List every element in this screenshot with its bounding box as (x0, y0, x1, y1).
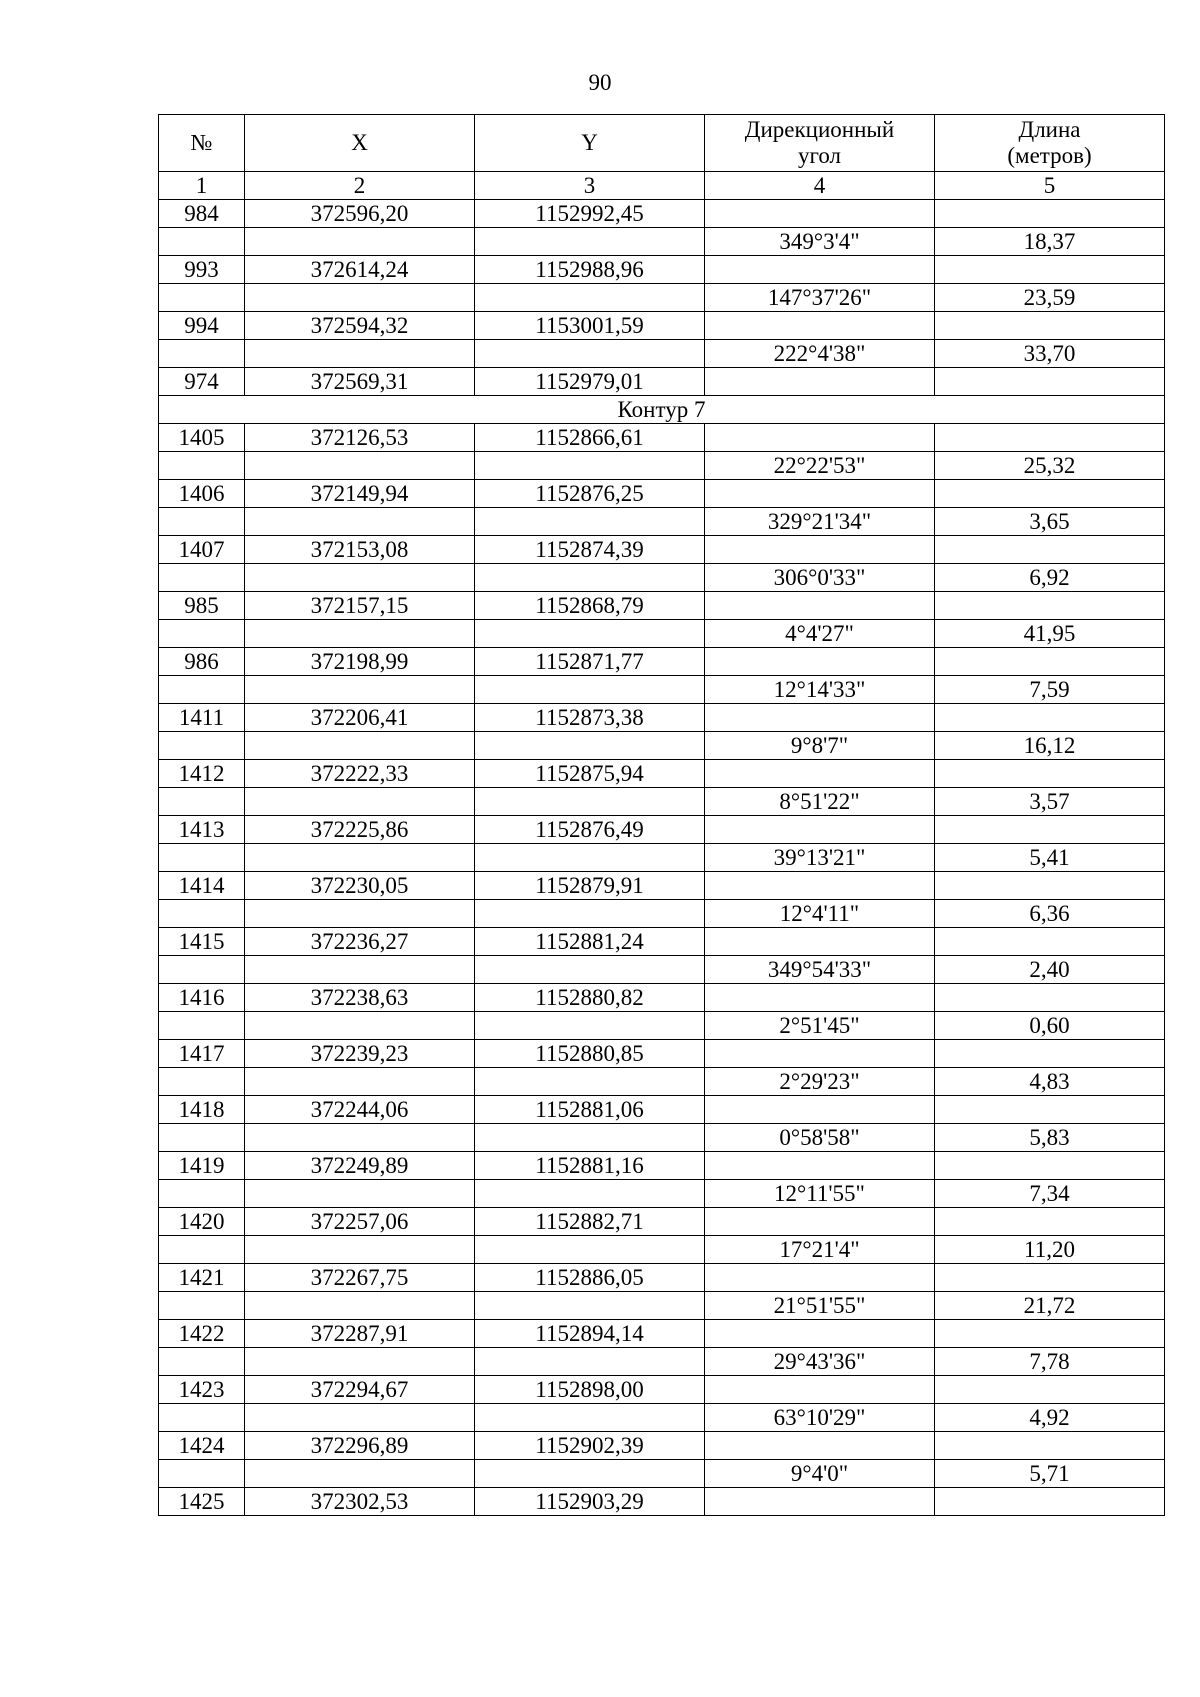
point-number-empty (159, 1012, 245, 1040)
segment-row (159, 564, 1165, 592)
directional-angle: 349°3'4" (705, 228, 935, 256)
length-cell-empty (935, 1264, 1165, 1292)
segment-row (159, 1124, 1165, 1152)
point-number: 1407 (159, 536, 245, 564)
point-number-empty (159, 1180, 245, 1208)
segment-length: 6,36 (935, 900, 1165, 928)
header-angle-line2: угол (797, 143, 842, 168)
directional-angle: 9°8'7" (705, 732, 935, 760)
point-row (159, 424, 1165, 452)
header-angle-line1: Дирекционный (744, 117, 895, 142)
segment-length: 5,83 (935, 1124, 1165, 1152)
segment-row (159, 1460, 1165, 1488)
directional-angle: 4°4'27" (705, 620, 935, 648)
y-coordinate: 1152866,61 (475, 424, 705, 452)
y-coordinate: 1153001,59 (475, 312, 705, 340)
point-row (159, 984, 1165, 1012)
segment-row (159, 1348, 1165, 1376)
column-number-row (159, 172, 1165, 200)
angle-cell-empty (705, 1376, 935, 1404)
segment-row (159, 844, 1165, 872)
x-coordinate-empty (245, 1236, 475, 1264)
section-label: Контур 7 (159, 396, 1165, 424)
x-coordinate-empty (245, 956, 475, 984)
point-number: 1421 (159, 1264, 245, 1292)
segment-row (159, 788, 1165, 816)
y-coordinate-empty (475, 844, 705, 872)
y-coordinate: 1152992,45 (475, 200, 705, 228)
header-length-line1: Длина (1018, 117, 1081, 142)
x-coordinate: 372236,27 (245, 928, 475, 956)
directional-angle: 0°58'58" (705, 1124, 935, 1152)
y-coordinate-empty (475, 1124, 705, 1152)
point-number: 1405 (159, 424, 245, 452)
point-number: 1422 (159, 1320, 245, 1348)
y-coordinate: 1152880,85 (475, 1040, 705, 1068)
x-coordinate-empty (245, 732, 475, 760)
x-coordinate: 372257,06 (245, 1208, 475, 1236)
point-row (159, 1376, 1165, 1404)
point-row (159, 872, 1165, 900)
x-coordinate-empty (245, 788, 475, 816)
directional-angle: 9°4'0" (705, 1460, 935, 1488)
segment-length: 41,95 (935, 620, 1165, 648)
segment-row (159, 1236, 1165, 1264)
point-row (159, 1040, 1165, 1068)
segment-length: 4,83 (935, 1068, 1165, 1096)
point-number: 985 (159, 592, 245, 620)
y-coordinate-empty (475, 788, 705, 816)
y-coordinate-empty (475, 1348, 705, 1376)
column-number: 1 (159, 172, 245, 200)
directional-angle: 63°10'29" (705, 1404, 935, 1432)
length-cell-empty (935, 536, 1165, 564)
x-coordinate-empty (245, 900, 475, 928)
angle-cell-empty (705, 1488, 935, 1516)
header-length-line2: (метров) (1007, 143, 1092, 168)
coordinates-table (158, 114, 1165, 1516)
point-row (159, 816, 1165, 844)
header-x: X (245, 115, 475, 172)
directional-angle: 12°4'11" (705, 900, 935, 928)
y-coordinate-empty (475, 284, 705, 312)
point-row (159, 1152, 1165, 1180)
length-cell-empty (935, 816, 1165, 844)
point-row (159, 760, 1165, 788)
segment-length: 0,60 (935, 1012, 1165, 1040)
angle-cell-empty (705, 312, 935, 340)
segment-row (159, 452, 1165, 480)
section-row (159, 396, 1165, 424)
segment-length: 6,92 (935, 564, 1165, 592)
x-coordinate: 372294,67 (245, 1376, 475, 1404)
segment-row (159, 1068, 1165, 1096)
segment-row (159, 1404, 1165, 1432)
segment-row (159, 900, 1165, 928)
y-coordinate: 1152881,06 (475, 1096, 705, 1124)
y-coordinate: 1152873,38 (475, 704, 705, 732)
directional-angle: 349°54'33" (705, 956, 935, 984)
angle-cell-empty (705, 816, 935, 844)
x-coordinate: 372239,23 (245, 1040, 475, 1068)
y-coordinate-empty (475, 564, 705, 592)
point-number-empty (159, 732, 245, 760)
segment-row (159, 956, 1165, 984)
y-coordinate-empty (475, 1180, 705, 1208)
segment-length: 4,92 (935, 1404, 1165, 1432)
point-row (159, 928, 1165, 956)
angle-cell-empty (705, 872, 935, 900)
point-number: 1419 (159, 1152, 245, 1180)
x-coordinate: 372225,86 (245, 816, 475, 844)
x-coordinate: 372238,63 (245, 984, 475, 1012)
x-coordinate-empty (245, 1348, 475, 1376)
directional-angle: 2°51'45" (705, 1012, 935, 1040)
y-coordinate: 1152903,29 (475, 1488, 705, 1516)
segment-row (159, 676, 1165, 704)
y-coordinate-empty (475, 1460, 705, 1488)
y-coordinate: 1152894,14 (475, 1320, 705, 1348)
y-coordinate: 1152881,16 (475, 1152, 705, 1180)
y-coordinate: 1152902,39 (475, 1432, 705, 1460)
point-number: 993 (159, 256, 245, 284)
x-coordinate: 372126,53 (245, 424, 475, 452)
directional-angle: 12°11'55" (705, 1180, 935, 1208)
segment-length: 7,59 (935, 676, 1165, 704)
segment-row (159, 228, 1165, 256)
point-number: 1411 (159, 704, 245, 732)
length-cell-empty (935, 592, 1165, 620)
header-row (159, 115, 1165, 172)
angle-cell-empty (705, 256, 935, 284)
page-number: 90 (588, 70, 612, 95)
y-coordinate: 1152880,82 (475, 984, 705, 1012)
segment-length: 7,34 (935, 1180, 1165, 1208)
point-number: 1425 (159, 1488, 245, 1516)
x-coordinate: 372149,94 (245, 480, 475, 508)
y-coordinate-empty (475, 1292, 705, 1320)
angle-cell-empty (705, 1432, 935, 1460)
x-coordinate-empty (245, 1068, 475, 1096)
point-number: 1406 (159, 480, 245, 508)
point-number-empty (159, 1292, 245, 1320)
y-coordinate-empty (475, 340, 705, 368)
segment-row (159, 1292, 1165, 1320)
directional-angle: 2°29'23" (705, 1068, 935, 1096)
segment-length: 23,59 (935, 284, 1165, 312)
segment-row (159, 1180, 1165, 1208)
directional-angle: 306°0'33" (705, 564, 935, 592)
point-number-empty (159, 956, 245, 984)
segment-row (159, 284, 1165, 312)
directional-angle: 21°51'55" (705, 1292, 935, 1320)
x-coordinate-empty (245, 284, 475, 312)
y-coordinate-empty (475, 900, 705, 928)
directional-angle: 22°22'53" (705, 452, 935, 480)
point-number: 974 (159, 368, 245, 396)
x-coordinate-empty (245, 1180, 475, 1208)
point-number-empty (159, 788, 245, 816)
y-coordinate: 1152871,77 (475, 648, 705, 676)
segment-length: 16,12 (935, 732, 1165, 760)
angle-cell-empty (705, 200, 935, 228)
column-number: 5 (935, 172, 1165, 200)
length-cell-empty (935, 1096, 1165, 1124)
y-coordinate-empty (475, 508, 705, 536)
point-number-empty (159, 1068, 245, 1096)
segment-length: 5,71 (935, 1460, 1165, 1488)
length-cell-empty (935, 872, 1165, 900)
segment-length: 33,70 (935, 340, 1165, 368)
column-number: 3 (475, 172, 705, 200)
angle-cell-empty (705, 480, 935, 508)
x-coordinate: 372596,20 (245, 200, 475, 228)
y-coordinate-empty (475, 1236, 705, 1264)
point-number-empty (159, 284, 245, 312)
y-coordinate: 1152881,24 (475, 928, 705, 956)
length-cell-empty (935, 704, 1165, 732)
length-cell-empty (935, 760, 1165, 788)
segment-length: 2,40 (935, 956, 1165, 984)
point-row (159, 480, 1165, 508)
y-coordinate: 1152886,05 (475, 1264, 705, 1292)
x-coordinate-empty (245, 1460, 475, 1488)
point-row (159, 256, 1165, 284)
point-number-empty (159, 1124, 245, 1152)
segment-length: 3,57 (935, 788, 1165, 816)
x-coordinate: 372153,08 (245, 536, 475, 564)
length-cell-empty (935, 648, 1165, 676)
directional-angle: 222°4'38" (705, 340, 935, 368)
x-coordinate-empty (245, 508, 475, 536)
point-number-empty (159, 620, 245, 648)
length-cell-empty (935, 368, 1165, 396)
point-row (159, 368, 1165, 396)
angle-cell-empty (705, 1320, 935, 1348)
length-cell-empty (935, 1320, 1165, 1348)
x-coordinate: 372287,91 (245, 1320, 475, 1348)
x-coordinate: 372569,31 (245, 368, 475, 396)
x-coordinate-empty (245, 452, 475, 480)
x-coordinate-empty (245, 1404, 475, 1432)
angle-cell-empty (705, 1152, 935, 1180)
x-coordinate: 372206,41 (245, 704, 475, 732)
angle-cell-empty (705, 1208, 935, 1236)
y-coordinate: 1152898,00 (475, 1376, 705, 1404)
length-cell-empty (935, 1152, 1165, 1180)
point-row (159, 200, 1165, 228)
point-number-empty (159, 1404, 245, 1432)
point-row (159, 704, 1165, 732)
point-row (159, 312, 1165, 340)
angle-cell-empty (705, 536, 935, 564)
point-number: 984 (159, 200, 245, 228)
point-row (159, 1432, 1165, 1460)
segment-row (159, 340, 1165, 368)
point-number: 986 (159, 648, 245, 676)
angle-cell-empty (705, 368, 935, 396)
point-number: 994 (159, 312, 245, 340)
length-cell-empty (935, 1376, 1165, 1404)
y-coordinate-empty (475, 1068, 705, 1096)
length-cell-empty (935, 1432, 1165, 1460)
point-number: 1423 (159, 1376, 245, 1404)
x-coordinate: 372244,06 (245, 1096, 475, 1124)
header-length (935, 115, 1165, 172)
point-row (159, 1264, 1165, 1292)
angle-cell-empty (705, 1264, 935, 1292)
point-row (159, 1488, 1165, 1516)
x-coordinate-empty (245, 228, 475, 256)
point-number: 1424 (159, 1432, 245, 1460)
segment-length: 11,20 (935, 1236, 1165, 1264)
length-cell-empty (935, 200, 1165, 228)
point-row (159, 1208, 1165, 1236)
x-coordinate: 372249,89 (245, 1152, 475, 1180)
point-number-empty (159, 900, 245, 928)
header-number: № (159, 115, 245, 172)
y-coordinate: 1152979,01 (475, 368, 705, 396)
point-row (159, 592, 1165, 620)
angle-cell-empty (705, 704, 935, 732)
x-coordinate: 372296,89 (245, 1432, 475, 1460)
point-row (159, 1320, 1165, 1348)
x-coordinate: 372157,15 (245, 592, 475, 620)
y-coordinate: 1152988,96 (475, 256, 705, 284)
segment-length: 7,78 (935, 1348, 1165, 1376)
y-coordinate: 1152876,49 (475, 816, 705, 844)
directional-angle: 147°37'26" (705, 284, 935, 312)
y-coordinate: 1152868,79 (475, 592, 705, 620)
directional-angle: 29°43'36" (705, 1348, 935, 1376)
angle-cell-empty (705, 928, 935, 956)
point-number: 1415 (159, 928, 245, 956)
x-coordinate-empty (245, 676, 475, 704)
y-coordinate: 1152875,94 (475, 760, 705, 788)
point-number: 1413 (159, 816, 245, 844)
y-coordinate-empty (475, 676, 705, 704)
angle-cell-empty (705, 1096, 935, 1124)
header-y: Y (475, 115, 705, 172)
y-coordinate-empty (475, 452, 705, 480)
point-number-empty (159, 228, 245, 256)
y-coordinate-empty (475, 620, 705, 648)
x-coordinate: 372302,53 (245, 1488, 475, 1516)
angle-cell-empty (705, 592, 935, 620)
angle-cell-empty (705, 1040, 935, 1068)
point-number-empty (159, 452, 245, 480)
y-coordinate: 1152879,91 (475, 872, 705, 900)
point-number-empty (159, 340, 245, 368)
y-coordinate: 1152882,71 (475, 1208, 705, 1236)
length-cell-empty (935, 312, 1165, 340)
y-coordinate-empty (475, 1404, 705, 1432)
x-coordinate: 372267,75 (245, 1264, 475, 1292)
x-coordinate-empty (245, 620, 475, 648)
column-number: 2 (245, 172, 475, 200)
angle-cell-empty (705, 984, 935, 1012)
angle-cell-empty (705, 648, 935, 676)
y-coordinate: 1152874,39 (475, 536, 705, 564)
x-coordinate: 372594,32 (245, 312, 475, 340)
directional-angle: 8°51'22" (705, 788, 935, 816)
length-cell-empty (935, 1488, 1165, 1516)
point-number: 1418 (159, 1096, 245, 1124)
directional-angle: 17°21'4" (705, 1236, 935, 1264)
segment-length: 3,65 (935, 508, 1165, 536)
point-row (159, 1096, 1165, 1124)
x-coordinate-empty (245, 844, 475, 872)
length-cell-empty (935, 256, 1165, 284)
angle-cell-empty (705, 424, 935, 452)
y-coordinate: 1152876,25 (475, 480, 705, 508)
length-cell-empty (935, 480, 1165, 508)
y-coordinate-empty (475, 1012, 705, 1040)
length-cell-empty (935, 1208, 1165, 1236)
point-number: 1417 (159, 1040, 245, 1068)
segment-row (159, 508, 1165, 536)
length-cell-empty (935, 424, 1165, 452)
x-coordinate: 372222,33 (245, 760, 475, 788)
point-number-empty (159, 1348, 245, 1376)
segment-row (159, 1012, 1165, 1040)
directional-angle: 12°14'33" (705, 676, 935, 704)
point-number-empty (159, 844, 245, 872)
angle-cell-empty (705, 760, 935, 788)
segment-row (159, 620, 1165, 648)
x-coordinate-empty (245, 1124, 475, 1152)
directional-angle: 329°21'34" (705, 508, 935, 536)
point-number: 1412 (159, 760, 245, 788)
segment-row (159, 732, 1165, 760)
length-cell-empty (935, 928, 1165, 956)
y-coordinate-empty (475, 956, 705, 984)
point-number: 1416 (159, 984, 245, 1012)
x-coordinate-empty (245, 340, 475, 368)
length-cell-empty (935, 1040, 1165, 1068)
x-coordinate: 372198,99 (245, 648, 475, 676)
x-coordinate-empty (245, 564, 475, 592)
segment-length: 21,72 (935, 1292, 1165, 1320)
table-body (159, 200, 1165, 1516)
point-number-empty (159, 1460, 245, 1488)
x-coordinate-empty (245, 1292, 475, 1320)
column-number: 4 (705, 172, 935, 200)
segment-length: 25,32 (935, 452, 1165, 480)
x-coordinate: 372230,05 (245, 872, 475, 900)
point-row (159, 648, 1165, 676)
x-coordinate: 372614,24 (245, 256, 475, 284)
length-cell-empty (935, 984, 1165, 1012)
x-coordinate-empty (245, 1012, 475, 1040)
segment-length: 5,41 (935, 844, 1165, 872)
y-coordinate-empty (475, 228, 705, 256)
point-number-empty (159, 564, 245, 592)
point-number: 1420 (159, 1208, 245, 1236)
point-number-empty (159, 508, 245, 536)
segment-length: 18,37 (935, 228, 1165, 256)
y-coordinate-empty (475, 732, 705, 760)
point-number-empty (159, 1236, 245, 1264)
header-angle (705, 115, 935, 172)
point-number: 1414 (159, 872, 245, 900)
directional-angle: 39°13'21" (705, 844, 935, 872)
point-number-empty (159, 676, 245, 704)
point-row (159, 536, 1165, 564)
